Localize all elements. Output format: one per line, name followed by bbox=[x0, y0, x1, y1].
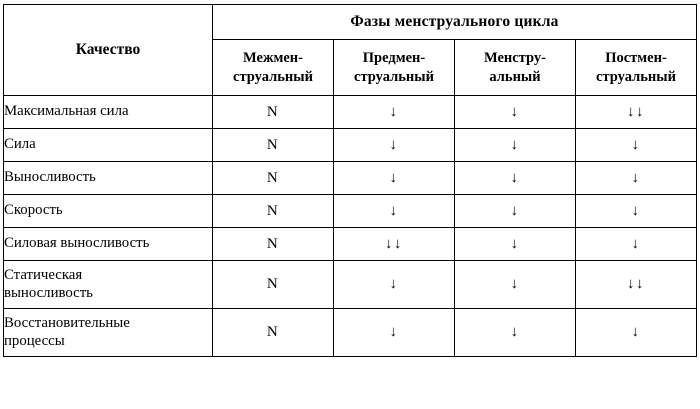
menstrual-cycle-phases-table bbox=[3, 4, 697, 357]
table-row bbox=[4, 228, 697, 261]
cell-value: ↓ bbox=[455, 228, 576, 261]
cell-value: N bbox=[213, 162, 334, 195]
row-label-recovery-processes bbox=[4, 309, 213, 357]
cell-value: ↓ bbox=[576, 195, 697, 228]
cell-value: ↓↓ bbox=[576, 261, 697, 309]
row-label-line-2: процессы bbox=[4, 332, 65, 349]
cell-value: ↓↓ bbox=[334, 228, 455, 261]
row-label-strength: Сила bbox=[4, 129, 213, 162]
table-row bbox=[4, 261, 697, 309]
cell-value: N bbox=[213, 195, 334, 228]
header-line-2: струальный bbox=[596, 68, 676, 85]
table-row bbox=[4, 162, 697, 195]
column-header-premenstrual bbox=[334, 40, 455, 96]
cell-value: N bbox=[213, 129, 334, 162]
cell-value: ↓ bbox=[334, 261, 455, 309]
column-group-header-phases: Фазы менструального цикла bbox=[213, 5, 697, 40]
cell-value: ↓ bbox=[455, 309, 576, 357]
header-line-1: Предмен- bbox=[362, 50, 426, 67]
row-label-speed: Скорость bbox=[4, 195, 213, 228]
table-row bbox=[4, 195, 697, 228]
header-line-1: Постмен- bbox=[605, 50, 667, 67]
cell-value: ↓ bbox=[455, 261, 576, 309]
header-line-1: Межмен- bbox=[243, 50, 303, 67]
cell-value: N bbox=[213, 309, 334, 357]
header-line-2: струальный bbox=[233, 68, 313, 85]
cell-value: ↓ bbox=[455, 195, 576, 228]
row-label-max-strength: Максимальная сила bbox=[4, 96, 213, 129]
document-page bbox=[0, 4, 700, 409]
cell-value: ↓ bbox=[455, 162, 576, 195]
header-line-2: струальный bbox=[354, 68, 434, 85]
table-row bbox=[4, 129, 697, 162]
row-label-strength-endurance: Силовая выносливость bbox=[4, 228, 213, 261]
table-head bbox=[4, 5, 697, 96]
cell-value: ↓ bbox=[576, 129, 697, 162]
column-header-intermenstrual bbox=[213, 40, 334, 96]
header-line-2: альный bbox=[489, 68, 541, 85]
cell-value: ↓ bbox=[576, 309, 697, 357]
header-line-1: Менстру- bbox=[484, 50, 546, 67]
cell-value: N bbox=[213, 261, 334, 309]
cell-value: ↓↓ bbox=[576, 96, 697, 129]
column-header-postmenstrual bbox=[576, 40, 697, 96]
header-row-group bbox=[4, 5, 697, 40]
cell-value: ↓ bbox=[334, 162, 455, 195]
cell-value: N bbox=[213, 228, 334, 261]
cell-value: ↓ bbox=[455, 129, 576, 162]
cell-value: ↓ bbox=[334, 195, 455, 228]
table-row bbox=[4, 96, 697, 129]
row-label-static-endurance bbox=[4, 261, 213, 309]
row-label-line-2: выносливость bbox=[4, 284, 93, 301]
cell-value: ↓ bbox=[334, 96, 455, 129]
cell-value: N bbox=[213, 96, 334, 129]
cell-value: ↓ bbox=[334, 309, 455, 357]
cell-value: ↓ bbox=[455, 96, 576, 129]
table-body bbox=[4, 96, 697, 357]
cell-value: ↓ bbox=[576, 162, 697, 195]
cell-value: ↓ bbox=[334, 129, 455, 162]
row-label-line-1: Восстановительные bbox=[4, 314, 130, 331]
table-row bbox=[4, 309, 697, 357]
row-label-endurance: Выносливость bbox=[4, 162, 213, 195]
column-header-quality: Качество bbox=[4, 5, 213, 96]
cell-value: ↓ bbox=[576, 228, 697, 261]
row-label-line-1: Статическая bbox=[4, 266, 83, 283]
column-header-menstrual bbox=[455, 40, 576, 96]
